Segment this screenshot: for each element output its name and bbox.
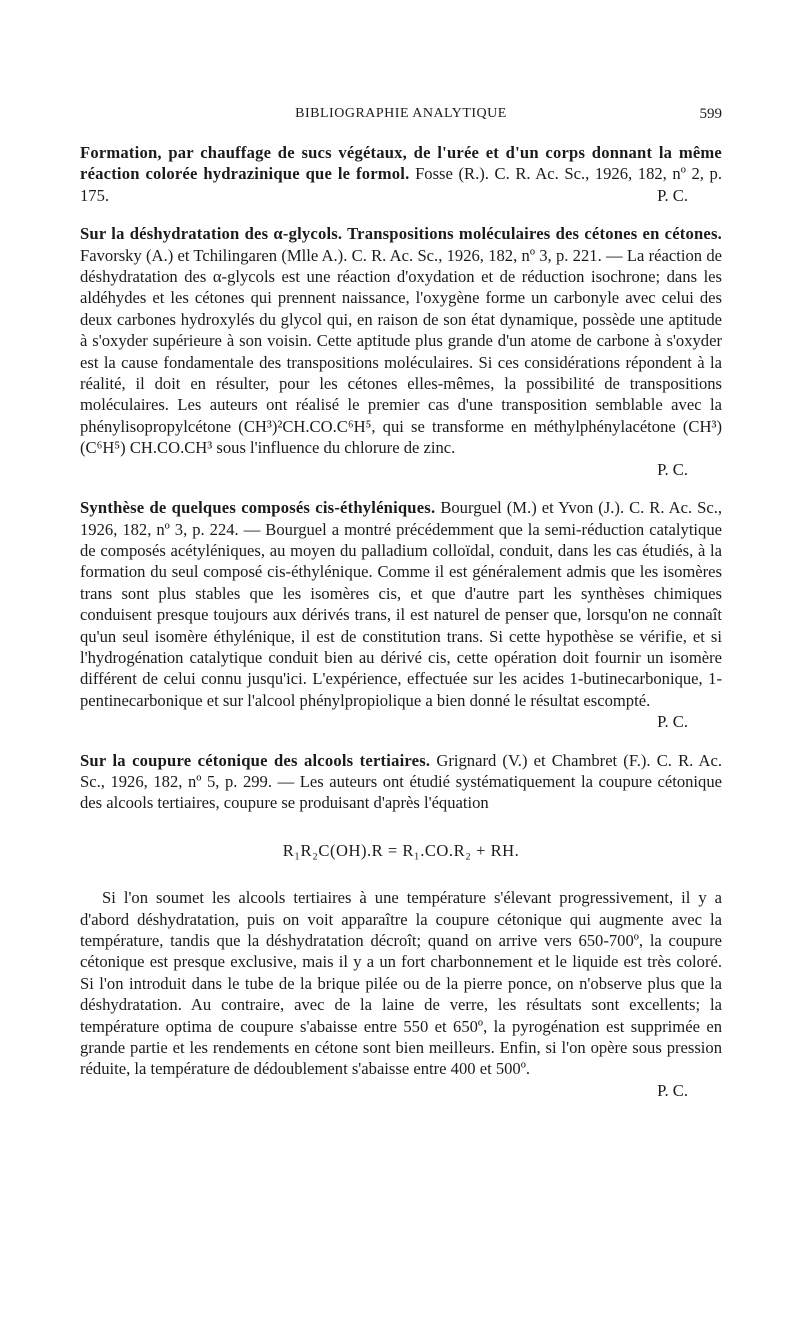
entry-reference: Grignard (V.) et Chambret (F.). C. R. Ac. Sc., 1926, 182, nº 5, p. 299. (80, 750, 723, 791)
entry-signature: P. C. (657, 459, 688, 479)
entry-signature: P. C. (657, 1080, 688, 1100)
entry-reference: Favorsky (A.) et Tchilingaren (Mlle A.). C. R. Ac. Sc., 1926, 182, nº 3, p. 221. (80, 245, 602, 265)
entry-text-continued: Si l'on soumet les alcools tertiaires à une température s'élevant progressivement, il y a d'abord déshydratation, puis on voit apparaître la coupure cétonique qui augmente avec la température, tandis que la déshydratation décroît; quand on arrive vers 650-700º, la coupure cétonique est presque exclusive, mais il y a un fort charbonnement et le liquide est très coloré. Si l'on introduit dans le tube de la brique pilée ou de la pierre ponce, on n'observe plus que la déshydratation. Au contraire, avec de la laine de verre, les résultats sont excellents; la température optima de coupure s'abaisse entre 550 et 650º, la pyrogénation est supprimée en grande partie et les rendements en cétone sont bien meilleurs. Enfin, si l'on opère sous pression réduite, la température de dédoublement s'abaisse entre 400 et 500º. (80, 888, 722, 1079)
page-number: 599 (699, 106, 722, 122)
entry-title: Sur la coupure cétonique des alcools tertiaires. (80, 750, 431, 770)
entry-text: — Les auteurs ont étudié systématiquement la coupure cétonique des alcools tertiaires, coupure se produisant d'après l'équation (80, 771, 722, 813)
entry-coupure (80, 750, 722, 1102)
entry-synthese (80, 497, 722, 732)
running-header (80, 104, 722, 128)
entry-title: Synthèse de quelques composés cis-éthyléniques. (80, 498, 436, 518)
entry-formation (80, 142, 722, 206)
running-title: BIBLIOGRAPHIE ANALYTIQUE (295, 106, 507, 121)
entry-text: — Bourguel a montré précédemment que la semi-réduction catalytique de composés acétyléniques, au moyen du palladium colloïdal, conduit, dans les cas étudiés, à la formation du seul composé cis-éthylénique. Comme il est généralement admis que les isomères trans sont plus stables que les isomères cis, et que d'autre part les synthèses chimiques conduisent presque toujours aux dérivés trans, il est naturel de penser que, lorsqu'on ne connaît qu'un seul isomère éthylénique, il est de constitution trans. Si cette hypothèse se vérifie, et si l'hydrogénation catalytique conduit bien au dérivé cis, cette opération doit fournir un isomère différent de celui connu jusqu'ici. L'expérience, effectuée sur les acides 1-butinecarbonique, 1-pentinecarbonique et sur l'alcool phénylpropiolique a bien donné le résultat escompté. (80, 519, 722, 710)
entry-reference: Bourguel (M.) et Yvon (J.). C. R. Ac. Sc., 1926, 182, nº 3, p. 224. (80, 498, 722, 539)
equation: R₁R₂C(OH).R = R₁.CO.R₂ + RH. (282, 840, 520, 860)
entry-title: Formation, par chauffage de sucs végétaux, de l'urée et d'un corps donnant la même réaction colorée hydrazinique que le formol. (80, 143, 722, 184)
entry-reference: Fosse (R.). C. R. Ac. Sc., 1926, 182, nº 2, p. 175. (80, 164, 722, 205)
entry-signature: P. C. (657, 712, 688, 732)
article-body (80, 142, 722, 1101)
entry-signature: P. C. (657, 185, 688, 205)
entry-title: Sur la déshydratation des α-glycols. Transpositions moléculaires des cétones en cétones. (80, 224, 722, 244)
entry-deshydratation (80, 223, 722, 480)
entry-text: — La réaction de déshydratation des α-glycols est une réaction d'oxydation et de réduction isochrone; dans les aldéhydes et les cétones qui prennent naissance, l'oxygène forme un carbonyle avec celui des deux carbones hydroxylés du glycol qui, en raison de son état dynamique, possède une aptitude à s'oxyder supérieure à son voisin. Cette aptitude plus grande d'un atome de carbone à s'oxyder est la cause fondamentale des transpositions moléculaires. Si ces considérations répondent à la réalité, il doit en résulter, pour les cétones elles-mêmes, la possibilité de transpositions moléculaires. Les auteurs ont réalisé le premier cas d'une transposition semblable avec la phénylisopropylcétone (CH³)²CH.CO.C⁶H⁵, qui se transforme en méthylphénylacétone (CH³)(C⁶H⁵) CH.CO.CH³ sous l'influence du chlorure de zinc. (80, 245, 723, 458)
